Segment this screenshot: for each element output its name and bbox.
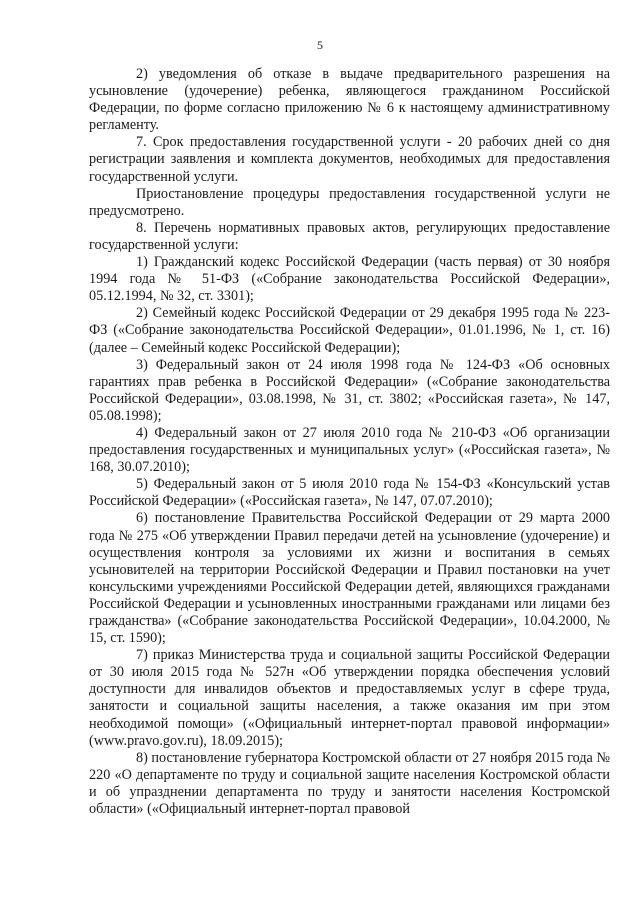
- paragraph-resolution-275: 6) постановление Правительства Российской Федерации от 29 марта 2000 года № 275 «Об утверждении Правил передачи детей на усыновление (удочерение) и осуществления контроля за условиями их жизни и воспитания в семьях усыновителей на территории Российской Федерации и Правил постановки на учет консульскими учреждениями Российской Федерации детей, являющихся гражданами Российской Федерации и усыновленных иностранными гражданами или лицами без гражданства» («Собрание законодательства Российской Федерации», 10.04.2000, № 15, ст. 1590);: [89, 510, 610, 647]
- paragraph-family-code: 2) Семейный кодекс Российской Федерации от 29 декабря 1995 года № 223-ФЗ («Собрание законодательства Российской Федерации», 01.01.1996, № 1, ст. 16) (далее – Семейный кодекс Российской Федерации);: [89, 305, 610, 356]
- paragraph-service-term: 7. Срок предоставления государственной услуги - 20 рабочих дней со дня регистрации заявления и комплекта документов, необходимых для предоставления государственной услуги.: [89, 134, 610, 185]
- paragraph-order-527n: 7) приказ Министерства труда и социальной защиты Российской Федерации от 30 июля 2015 года № 527н «Об утверждении порядка обеспечения условий доступности для инвалидов объектов и предоставляемых услуг в сфере труда, занятости и социальной защиты населения, а также оказания им при этом необходимой помощи» («Официальный интернет-портал правовой информации» (www.pravo.gov.ru), 18.09.2015);: [89, 647, 610, 749]
- paragraph-legal-acts-heading: 8. Перечень нормативных правовых актов, регулирующих предоставление государственной услуги:: [89, 219, 610, 253]
- paragraph-governor-resolution-220: 8) постановление губернатора Костромской области от 27 ноября 2015 года № 220 «О департаменте по труду и социальной защите населения Костромской области и об упразднении департамента по труду и занятости населения Костромской области» («Официальный интернет-портал правовой: [89, 749, 610, 818]
- page-number: 5: [317, 38, 323, 52]
- document-body: [89, 66, 610, 818]
- paragraph-civil-code: 1) Гражданский кодекс Российской Федерации (часть первая) от 30 ноября 1994 года № 51-ФЗ («Собрание законодательства Российской Федерации», 05.12.1994, № 32, ст. 3301);: [89, 254, 610, 305]
- paragraph-law-210: 4) Федеральный закон от 27 июля 2010 года № 210-ФЗ «Об организации предоставления государственных и муниципальных услуг» («Российская газета», № 168, 30.07.2010);: [89, 424, 610, 476]
- paragraph-law-124: 3) Федеральный закон от 24 июля 1998 года № 124-ФЗ «Об основных гарантиях прав ребенка в Российской Федерации» («Собрание законодательства Российской Федерации», 03.08.1998, № 31, ст. 3802; «Российская газета», № 147, 05.08.1998);: [89, 356, 610, 424]
- paragraph-notice-refusal: 2) уведомления об отказе в выдаче предварительного разрешения на усыновление (удочерение) ребенка, являющегося гражданином Российской Федерации, по форме согласно приложению № 6 к настоящему административному регламенту.: [89, 66, 610, 134]
- paragraph-law-154: 5) Федеральный закон от 5 июля 2010 года № 154-ФЗ «Консульский устав Российской Федерации» («Российская газета», № 147, 07.07.2010);: [89, 476, 610, 510]
- paragraph-suspension: Приостановление процедуры предоставления государственной услуги не предусмотрено.: [89, 185, 610, 219]
